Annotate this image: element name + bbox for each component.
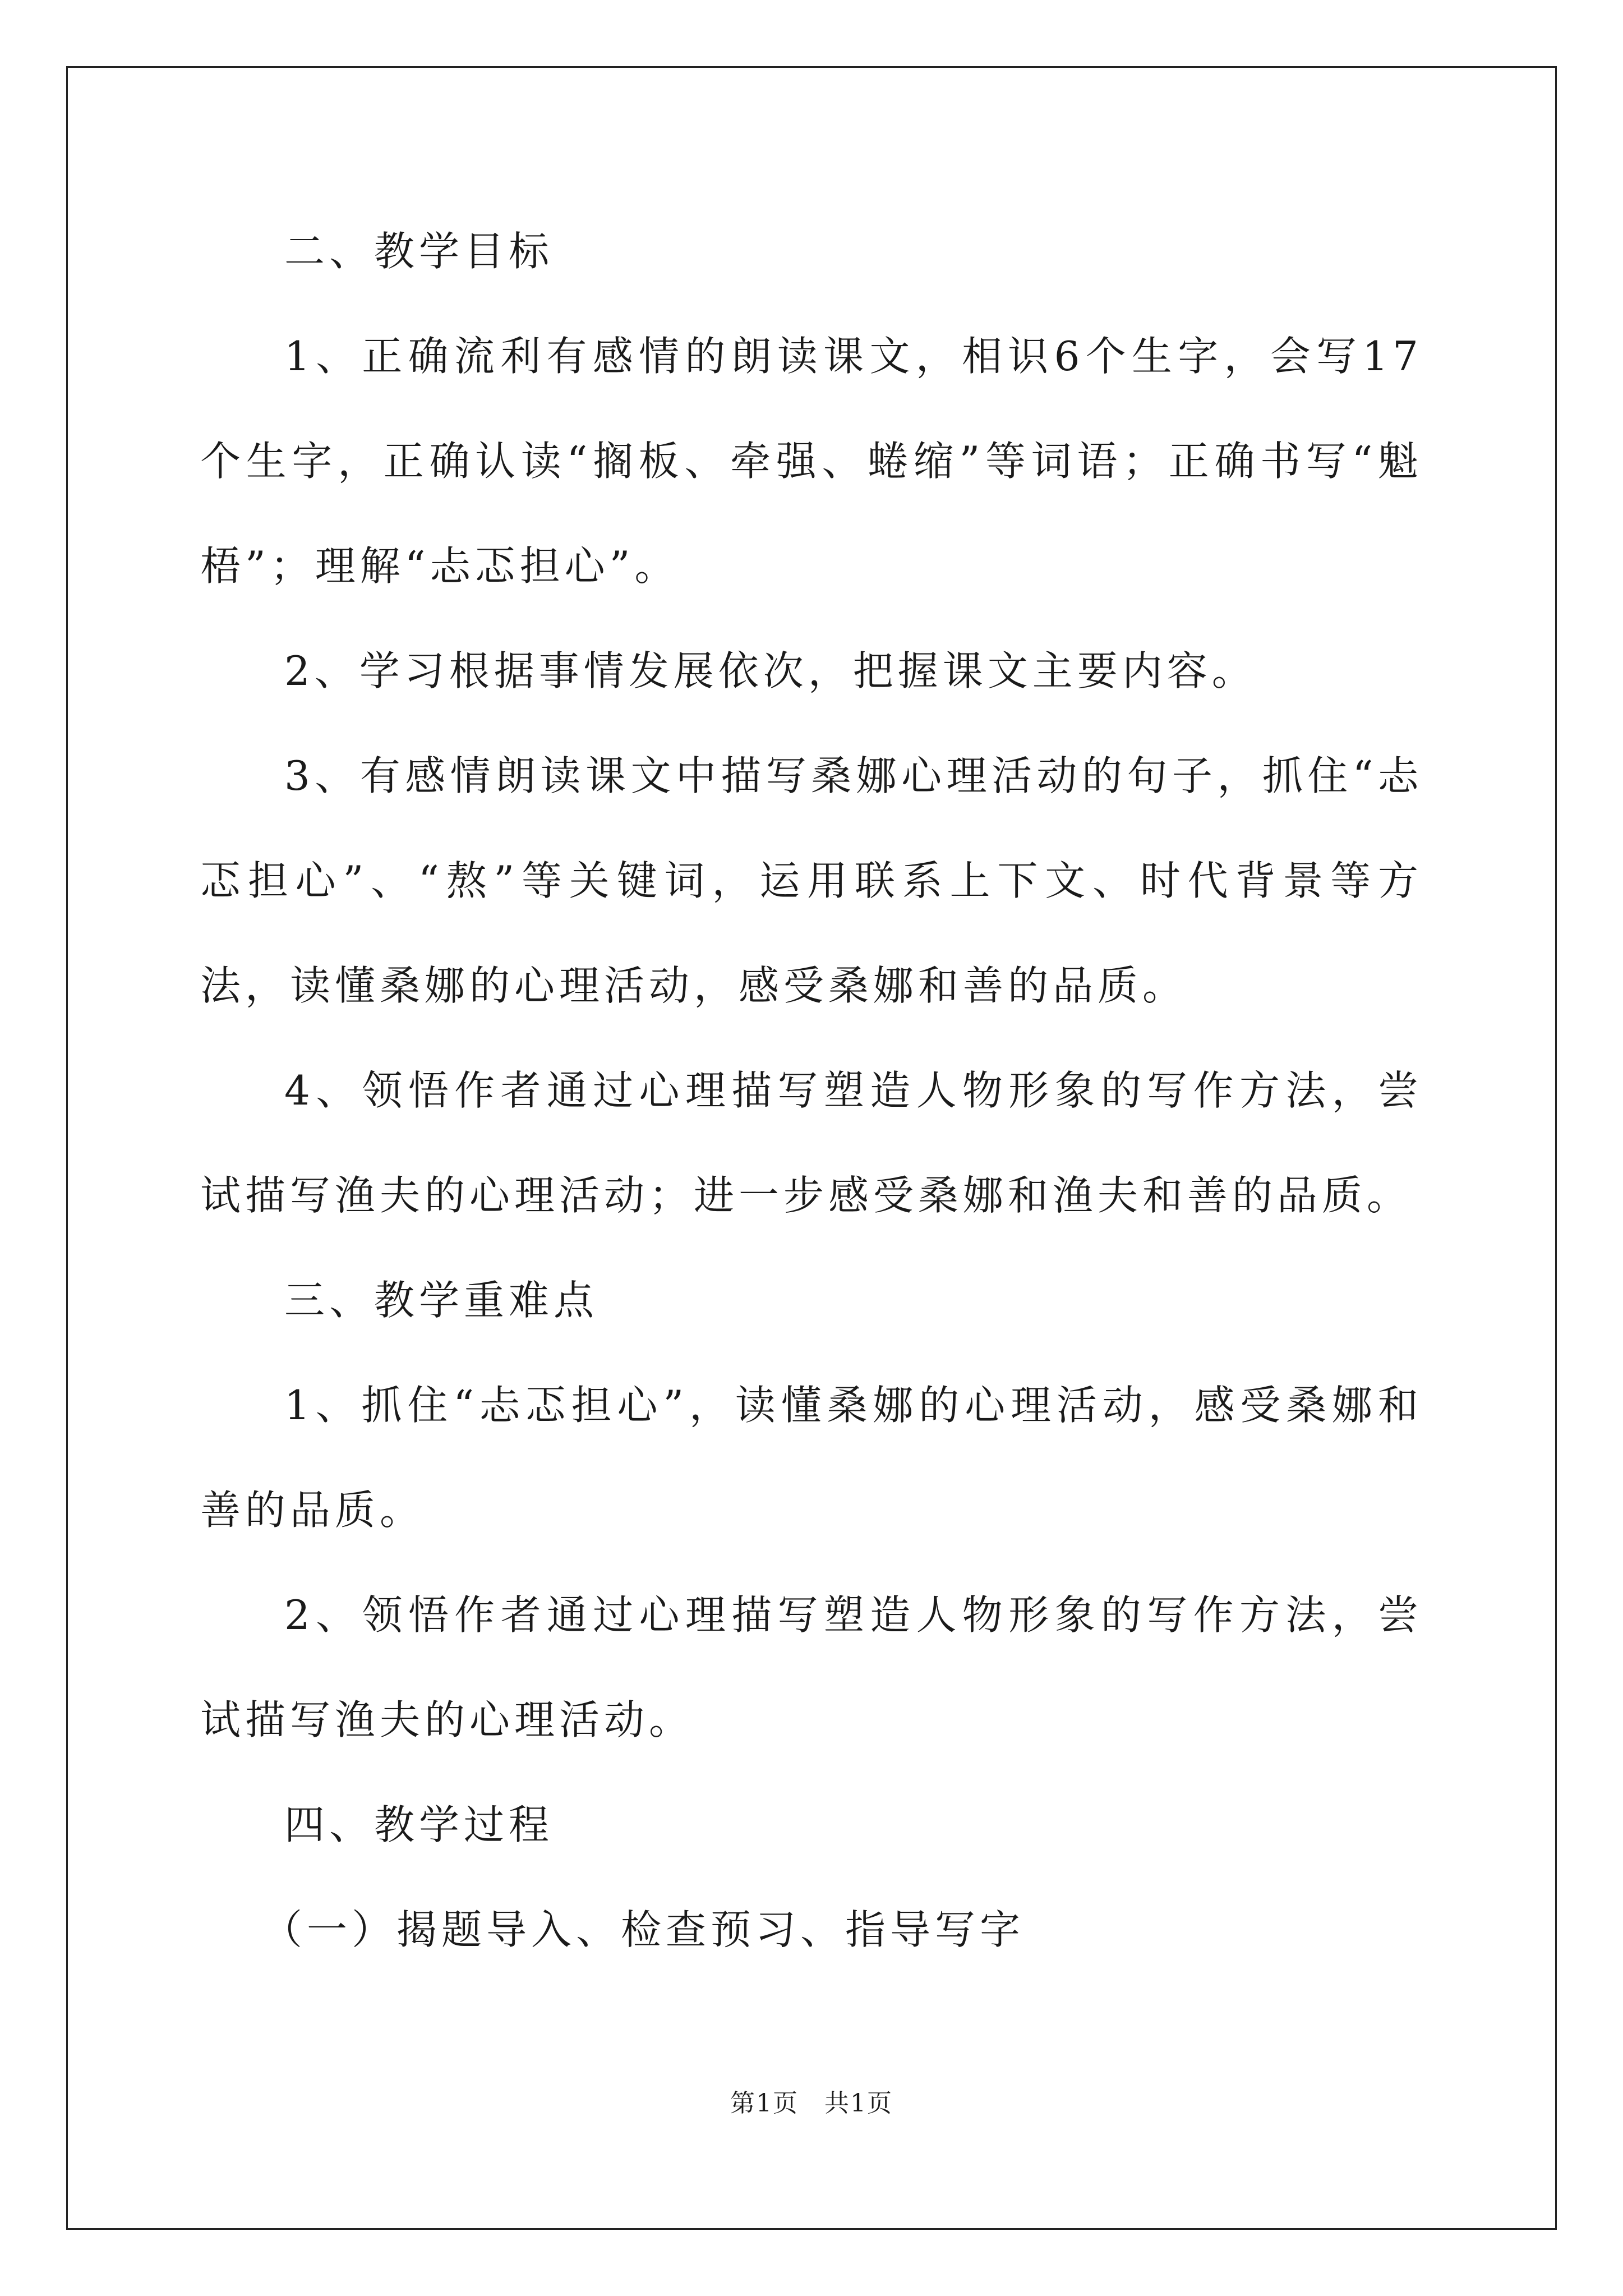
paragraph-key-point-2: 2、领悟作者通过心理描写塑造人物形象的写作方法，尝试描写渔夫的心理活动。: [200, 1591, 1423, 1743]
section-heading-key-points: 三、教学重难点: [284, 1277, 599, 1324]
document-body: [200, 199, 1423, 1982]
section-heading-goals: 二、教学目标: [284, 228, 554, 275]
page-number: 第1页 共1页: [730, 2089, 893, 2118]
paragraph-key-point-1: 1、抓住“忐忑担心”，读懂桑娜的心理活动，感受桑娜和善的品质。: [200, 1382, 1423, 1534]
paragraph-goal-1: 1、正确流利有感情的朗读课文，相识6个生字，会写17个生字，正确认读“搁板、牵强、蜷缩”等词语；正确书写“魁梧”；理解“忐忑担心”。: [200, 333, 1423, 590]
section-heading-process: 四、教学过程: [284, 1801, 554, 1848]
subsection-heading-intro: （一）揭题导入、检查预习、指导写字: [262, 1906, 1025, 1953]
paragraph-goal-2: 2、学习根据事情发展依次，把握课文主要内容。: [284, 647, 1257, 694]
paragraph-goal-3: 3、有感情朗读课文中描写桑娜心理活动的句子，抓住“忐忑担心”、“熬”等关键词，运用联系上下文、时代背景等方法，读懂桑娜的心理活动，感受桑娜和善的品质。: [200, 752, 1423, 1009]
paragraph-goal-4: 4、领悟作者通过心理描写塑造人物形象的写作方法，尝试描写渔夫的心理活动；进一步感受桑娜和渔夫和善的品质。: [200, 1067, 1423, 1219]
